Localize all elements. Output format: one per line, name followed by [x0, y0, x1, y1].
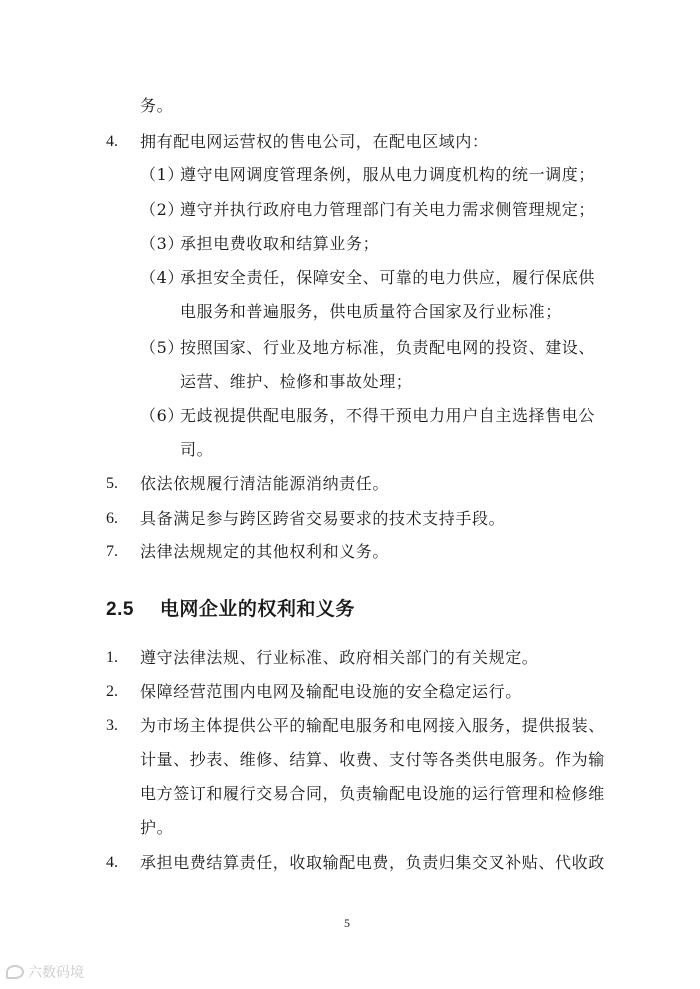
- list-item-text: 计量、抄表、维修、结算、收费、支付等各类供电服务。作为输: [140, 750, 605, 769]
- sub-item-label: （6）: [140, 406, 184, 425]
- list-item-text: 护。: [140, 818, 174, 837]
- list-item-text: 遵守法律法规、行业标准、政府相关部门的有关规定。: [140, 648, 539, 667]
- sub-item-text: 按照国家、行业及地方标准，负责配电网的投资、建设、: [180, 338, 596, 357]
- list-item-number: 5.: [106, 475, 118, 492]
- list-item-number: 3.: [106, 717, 118, 734]
- list-item-text: 法律法规规定的其他权利和义务。: [140, 542, 390, 561]
- list-item-text: 依法依规履行清洁能源消纳责任。: [140, 474, 390, 493]
- list-item-number: 1.: [106, 649, 118, 666]
- list-item-number: 7.: [106, 543, 118, 560]
- section-title: 电网企业的权利和义务: [159, 598, 355, 620]
- list-item-number: 4.: [106, 854, 118, 871]
- sub-item-text: 遵守电网调度管理条例，服从电力调度机构的统一调度；: [180, 165, 596, 184]
- list-item-text: 具备满足参与跨区跨省交易要求的技术支持手段。: [140, 509, 506, 528]
- sub-item-label: （3）: [140, 234, 184, 253]
- sub-item-text: 遵守并执行政府电力管理部门有关电力需求侧管理规定；: [180, 200, 596, 219]
- sub-item-label: （2）: [140, 200, 184, 219]
- sub-item-text: 承担电费收取和结算业务；: [180, 234, 380, 253]
- list-item-text: 为市场主体提供公平的输配电服务和电网接入服务，提供报装、: [140, 716, 605, 735]
- section-heading: [106, 594, 355, 621]
- page-number: 5: [344, 916, 350, 930]
- sub-item-text: 运营、维护、检修和事故处理；: [180, 372, 413, 391]
- list-item-text: 拥有配电网运营权的售电公司，在配电区域内：: [140, 132, 489, 151]
- continuation-text: 务。: [140, 96, 174, 115]
- sub-item-text: 承担安全责任，保障安全、可靠的电力供应，履行保底供: [180, 268, 596, 287]
- sub-item-label: （4）: [140, 268, 184, 287]
- sub-item-text: 司。: [180, 440, 214, 459]
- sub-item-label: （1）: [140, 165, 184, 184]
- sub-item-text: 电服务和普遍服务，供电质量符合国家及行业标准；: [180, 302, 562, 321]
- list-item-text: 承担电费结算责任，收取输配电费，负责归集交叉补贴、代收政: [140, 853, 605, 872]
- list-item-number: 2.: [106, 683, 118, 700]
- sub-item-text: 无歧视提供配电服务，不得干预电力用户自主选择售电公: [180, 406, 596, 425]
- watermark-text: 六数码境: [28, 965, 84, 981]
- section-number: 2.5: [106, 599, 134, 620]
- list-item-number: 6.: [106, 510, 118, 527]
- list-item-text: 电方签订和履行交易合同，负责输配电设施的运行管理和检修维: [140, 784, 605, 803]
- weibo-logo-icon: [6, 965, 24, 979]
- list-item-text: 保障经营范围内电网及输配电设施的安全稳定运行。: [140, 682, 522, 701]
- sub-item-label: （5）: [140, 338, 184, 357]
- list-item-number: 4.: [106, 133, 118, 150]
- watermark: [6, 962, 84, 982]
